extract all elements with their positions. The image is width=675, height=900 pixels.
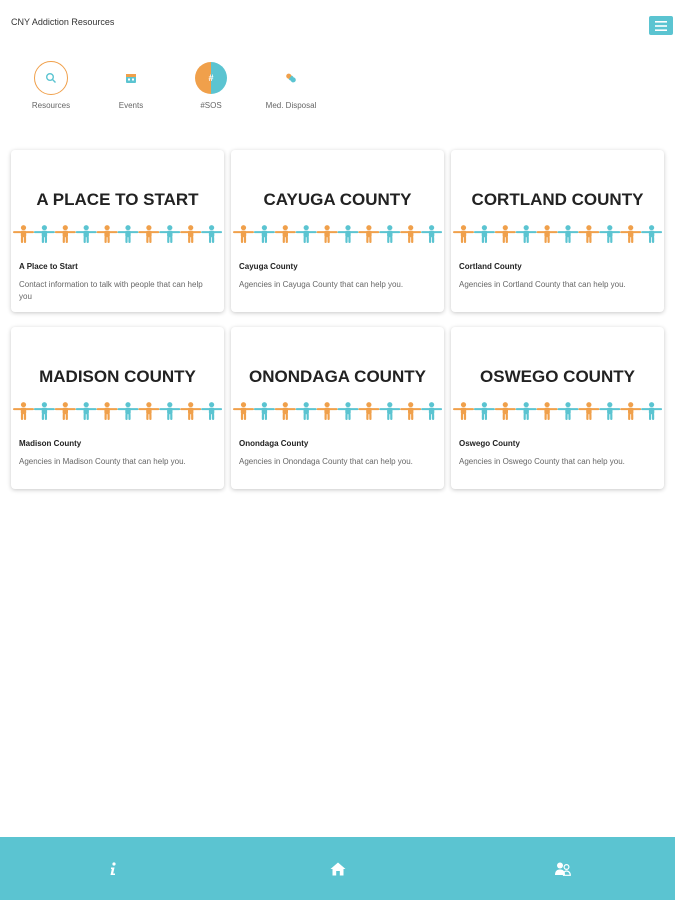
home-button[interactable] — [328, 859, 348, 879]
chain-person — [138, 225, 159, 243]
nav-label-events: Events — [118, 101, 144, 110]
chain-person — [421, 402, 442, 420]
card-title: Onondaga County — [239, 439, 309, 448]
chain-person — [296, 402, 317, 420]
chain-person — [578, 225, 599, 243]
card-banner — [451, 150, 664, 250]
chain-person — [516, 402, 537, 420]
chain-person — [474, 402, 495, 420]
nav-sos[interactable] — [171, 60, 251, 110]
chain-person — [400, 402, 421, 420]
card-description: Agencies in Onondaga County that can help you. — [239, 457, 413, 466]
top-nav — [0, 60, 340, 120]
chain-person — [620, 402, 641, 420]
chain-person — [201, 402, 222, 420]
chain-person — [641, 402, 662, 420]
card-title: Oswego County — [459, 439, 520, 448]
chain-person — [138, 402, 159, 420]
chain-person — [275, 402, 296, 420]
card-a-place-to-start[interactable] — [11, 150, 224, 312]
card-heading: ONONDAGA COUNTY — [249, 367, 426, 386]
chain-person — [76, 402, 97, 420]
chain-person — [495, 225, 516, 243]
card-description: Agencies in Madison County that can help you. — [19, 457, 186, 466]
chain-person — [76, 225, 97, 243]
nav-resources[interactable] — [11, 60, 91, 110]
chain-person — [159, 225, 180, 243]
chain-person — [516, 225, 537, 243]
people-chain-graphic — [13, 401, 222, 421]
contacts-button[interactable] — [553, 859, 573, 879]
chain-person — [400, 225, 421, 243]
card-title: Cayuga County — [239, 262, 298, 271]
chain-person — [180, 402, 201, 420]
card-title: Madison County — [19, 439, 82, 448]
card-oswego-county[interactable] — [451, 327, 664, 489]
card-banner — [231, 150, 444, 250]
chain-person — [233, 225, 254, 243]
chain-person — [275, 225, 296, 243]
card-title: A Place to Start — [19, 262, 78, 271]
people-chain-graphic — [453, 401, 662, 421]
chain-person — [159, 402, 180, 420]
chain-person — [34, 402, 55, 420]
card-banner — [231, 327, 444, 427]
card-banner — [11, 150, 224, 250]
card-cayuga-county[interactable] — [231, 150, 444, 312]
home-icon — [330, 862, 346, 876]
chain-person — [13, 402, 34, 420]
card-heading: OSWEGO COUNTY — [480, 367, 635, 386]
chain-person — [34, 225, 55, 243]
chain-person — [558, 225, 579, 243]
chain-person — [537, 402, 558, 420]
card-banner — [11, 327, 224, 427]
chain-person — [233, 402, 254, 420]
nav-med-disposal[interactable] — [251, 60, 331, 110]
chain-person — [599, 402, 620, 420]
chain-person — [641, 225, 662, 243]
card-cortland-county[interactable] — [451, 150, 664, 312]
calendar-icon — [125, 72, 137, 84]
card-description: Agencies in Cortland County that can help you. — [459, 280, 626, 289]
card-banner — [451, 327, 664, 427]
info-icon — [108, 862, 118, 876]
card-heading: CAYUGA COUNTY — [263, 190, 412, 209]
nav-label-sos: #SOS — [200, 101, 222, 110]
chain-person — [558, 402, 579, 420]
chain-person — [118, 225, 139, 243]
chain-person — [599, 225, 620, 243]
people-icon — [555, 862, 571, 876]
pill-icon — [284, 71, 298, 85]
chain-person — [254, 402, 275, 420]
chain-person — [55, 225, 76, 243]
people-chain-graphic — [13, 224, 222, 244]
people-chain-graphic — [453, 224, 662, 244]
card-heading: CORTLAND COUNTY — [471, 190, 644, 209]
chain-person — [13, 225, 34, 243]
card-heading: A PLACE TO START — [36, 190, 199, 209]
chain-person — [620, 225, 641, 243]
nav-label-resources: Resources — [31, 101, 71, 110]
chain-person — [495, 402, 516, 420]
chain-person — [97, 402, 118, 420]
chain-person — [358, 402, 379, 420]
chain-person — [118, 402, 139, 420]
nav-label-med-disposal: Med. Disposal — [265, 101, 317, 110]
bottom-bar — [0, 837, 675, 900]
chain-person — [379, 225, 400, 243]
app-title: CNY Addiction Resources — [11, 17, 115, 27]
hamburger-icon — [655, 21, 667, 31]
search-icon — [45, 72, 57, 84]
chain-person — [201, 225, 222, 243]
card-heading: MADISON COUNTY — [39, 367, 196, 386]
chain-person — [317, 402, 338, 420]
menu-button[interactable] — [649, 16, 673, 35]
chain-person — [379, 402, 400, 420]
chain-person — [453, 225, 474, 243]
chain-person — [97, 225, 118, 243]
chain-person — [254, 225, 275, 243]
chain-person — [537, 225, 558, 243]
chain-person — [474, 225, 495, 243]
chain-person — [338, 225, 359, 243]
chain-person — [296, 225, 317, 243]
chain-person — [55, 402, 76, 420]
chain-person — [578, 402, 599, 420]
chain-person — [421, 225, 442, 243]
chain-person — [453, 402, 474, 420]
info-button[interactable] — [103, 859, 123, 879]
card-description: Agencies in Cayuga County that can help you. — [239, 280, 404, 289]
card-description: Contact information to talk with people that can help you — [19, 280, 203, 301]
card-title: Cortland County — [459, 262, 522, 271]
card-description: Agencies in Oswego County that can help you. — [459, 457, 625, 466]
card-madison-county[interactable] — [11, 327, 224, 489]
people-chain-graphic — [233, 401, 442, 421]
chain-person — [180, 225, 201, 243]
hash-icon: # — [195, 62, 227, 94]
chain-person — [338, 402, 359, 420]
chain-person — [358, 225, 379, 243]
people-chain-graphic — [233, 224, 442, 244]
nav-events[interactable] — [91, 60, 171, 110]
chain-person — [317, 225, 338, 243]
card-onondaga-county[interactable] — [231, 327, 444, 489]
